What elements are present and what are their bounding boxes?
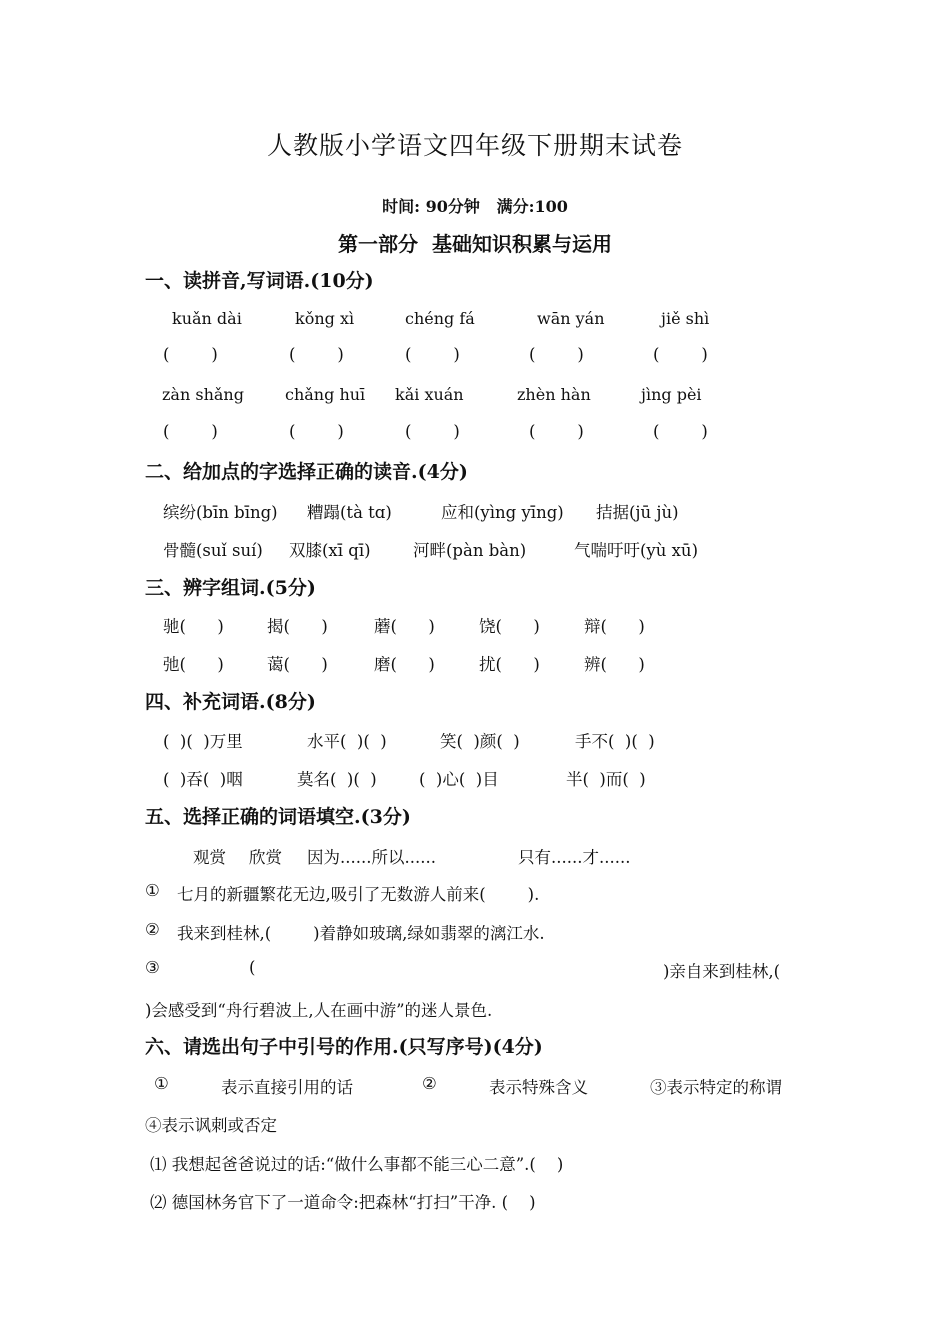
answer-blank[interactable]: ( ) (163, 422, 218, 441)
idiom-blank[interactable]: ( )吞( )咽 (163, 770, 243, 789)
pinyin: zhèn hàn (517, 385, 591, 404)
word-blank[interactable]: 磨( ) (374, 655, 435, 674)
idiom-blank[interactable]: 笑( )颜( ) (440, 732, 520, 751)
word-blank[interactable]: 揭( ) (267, 617, 328, 636)
reading-choice[interactable]: 拮据(jū jù) (596, 503, 679, 522)
idiom-blank[interactable]: 水平( )( ) (307, 732, 387, 751)
idiom-blank[interactable]: 半( )而( ) (566, 770, 646, 789)
reading-choice[interactable]: 骨髓(suǐ suí) (163, 541, 263, 560)
word-blank[interactable]: 扰( ) (479, 655, 540, 674)
word-blank[interactable]: 辨( ) (584, 655, 645, 674)
part-heading: 第一部分 基础知识积累与运用 (338, 232, 612, 256)
quote-function-option: 表示直接引用的话 (221, 1078, 353, 1097)
quote-function-option: ④表示讽刺或否定 (145, 1116, 277, 1135)
idiom-blank[interactable]: 手不( )( ) (575, 732, 655, 751)
word-option: 欣赏 (249, 848, 282, 867)
reading-choice[interactable]: 气喘吁吁(yù xū) (574, 541, 698, 560)
answer-blank[interactable]: ( ) (289, 422, 344, 441)
reading-choice[interactable]: 双膝(xī qī) (289, 541, 371, 560)
section-2-heading: 二、给加点的字选择正确的读音.(4分) (145, 461, 468, 483)
word-blank[interactable]: 蘑( ) (374, 617, 435, 636)
idiom-blank[interactable]: ( )心( )目 (419, 770, 499, 789)
answer-blank[interactable]: ( ) (289, 345, 344, 364)
answer-blank[interactable]: ( ) (529, 345, 584, 364)
word-blank[interactable]: 辩( ) (584, 617, 645, 636)
idiom-blank[interactable]: 莫名( )( ) (297, 770, 377, 789)
word-option: 只有......才...... (518, 848, 631, 867)
pinyin: kǒng xì (295, 309, 355, 328)
section-6-heading: 六、请选出句子中引号的作用.(只写序号)(4分) (145, 1036, 543, 1058)
pinyin: chǎng huī (285, 385, 366, 404)
word-blank[interactable]: 驰( ) (163, 617, 224, 636)
section-5-heading: 五、选择正确的词语填空.(3分) (145, 806, 411, 828)
pinyin: kǎi xuán (395, 385, 464, 404)
pinyin: jìng pèi (641, 385, 702, 404)
fill-sentence[interactable]: )会感受到“舟行碧波上,人在画中游”的迷人景色. (145, 1001, 493, 1020)
answer-blank[interactable]: ( ) (405, 422, 460, 441)
section-1-heading: 一、读拼音,写词语.(10分) (145, 270, 374, 292)
section-4-heading: 四、补充词语.(8分) (145, 691, 316, 713)
pinyin: wān yán (537, 309, 605, 328)
quote-function-option: 表示特殊含义 (489, 1078, 588, 1097)
idiom-blank[interactable]: ( )( )万里 (163, 732, 243, 751)
answer-blank[interactable]: ( ) (653, 422, 708, 441)
answer-blank[interactable]: ( ) (405, 345, 460, 364)
word-blank[interactable]: 饶( ) (479, 617, 540, 636)
pinyin: jiě shì (661, 309, 710, 328)
quote-question[interactable]: ⑵ 德国林务官下了一道命令:把森林“打扫”干净. ( ) (150, 1193, 536, 1212)
question-number: ② (145, 920, 160, 939)
option-number: ① (154, 1074, 169, 1093)
answer-blank[interactable]: ( ) (163, 345, 218, 364)
pinyin: chéng fá (405, 309, 475, 328)
reading-choice[interactable]: 糟蹋(tà tɑ) (307, 503, 392, 522)
question-number: ③ (145, 958, 160, 977)
exam-meta: 时间: 90分钟 满分:100 (382, 197, 568, 216)
option-number: ② (422, 1074, 437, 1093)
fill-sentence[interactable]: 七月的新疆繁花无边,吸引了无数游人前来( ). (177, 885, 540, 904)
reading-choice[interactable]: 河畔(pàn bàn) (413, 541, 527, 560)
section-3-heading: 三、辨字组词.(5分) (145, 577, 316, 599)
word-blank[interactable]: 蔼( ) (267, 655, 328, 674)
question-number: ① (145, 881, 160, 900)
word-option: 观赏 (193, 848, 226, 867)
reading-choice[interactable]: 应和(yìng yīng) (441, 503, 564, 522)
word-blank[interactable]: 弛( ) (163, 655, 224, 674)
answer-blank[interactable]: ( ) (653, 345, 708, 364)
quote-question[interactable]: ⑴ 我想起爸爸说过的话:“做什么事都不能三心二意”.( ) (150, 1155, 564, 1174)
fill-sentence[interactable]: )亲自来到桂林,( (663, 962, 781, 981)
fill-sentence[interactable]: 我来到桂林,( )着静如玻璃,绿如翡翠的漓江水. (177, 924, 545, 943)
pinyin: zàn shǎng (162, 385, 244, 404)
quote-function-option: ③表示特定的称谓 (650, 1078, 782, 1097)
fill-sentence[interactable]: ( (249, 958, 256, 977)
answer-blank[interactable]: ( ) (529, 422, 584, 441)
pinyin: kuǎn dài (172, 309, 242, 328)
reading-choice[interactable]: 缤纷(bīn bīng) (163, 503, 278, 522)
page-title: 人教版小学语文四年级下册期末试卷 (266, 131, 683, 160)
word-option: 因为......所以...... (307, 848, 436, 867)
